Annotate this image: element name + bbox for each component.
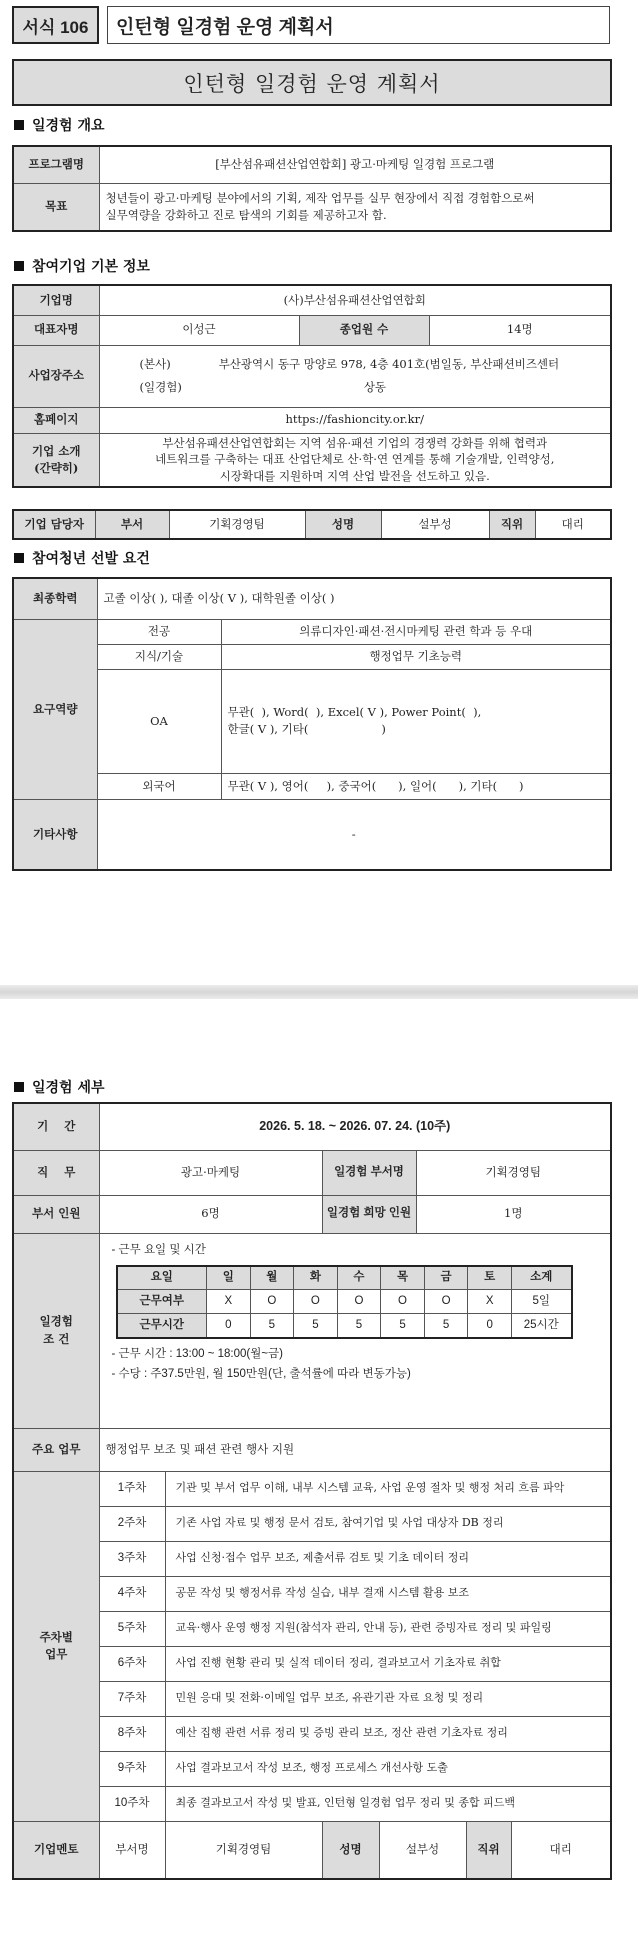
mentor-name-value: 설부성 <box>379 1821 466 1879</box>
week-row <box>13 1541 611 1576</box>
schedule-cell: 5 <box>294 1314 338 1338</box>
period-value: 2026. 5. 18. ~ 2026. 07. 24. (10주) <box>99 1103 611 1150</box>
section-title-details: 일경험 세부 <box>14 1077 105 1097</box>
week-number: 3주차 <box>99 1541 165 1576</box>
week-row <box>13 1611 611 1646</box>
company-manager-table <box>12 509 612 540</box>
manager-dept-label: 부서 <box>95 510 169 539</box>
address-value <box>99 345 611 407</box>
hope-count-value: 1명 <box>416 1195 611 1233</box>
schedule-cell: X <box>468 1290 512 1314</box>
week-task: 사업 신청·접수 업무 보조, 제출서류 검토 및 기초 데이터 정리 <box>165 1541 611 1576</box>
ceo-label: 대표자명 <box>13 315 99 345</box>
goal-value: 청년들이 광고·마케팅 분야에서의 기획, 제작 업무를 실무 현장에서 직접 경험함으로써 실무역량을 강화하고 진로 탐색의 기회를 제공하고자 함. <box>99 183 611 231</box>
week-row <box>13 1786 611 1821</box>
company-name-value: (사)부산섬유패션산업연합회 <box>99 285 611 315</box>
duty-label: 직 무 <box>13 1150 99 1195</box>
schedule-cell: 5일 <box>512 1290 572 1314</box>
hope-count-label: 일경험 희망 인원 <box>322 1195 416 1233</box>
competency-label: 요구역량 <box>13 619 97 800</box>
schedule-cell: O <box>337 1290 381 1314</box>
week-task: 기존 사업 자료 및 행정 문서 검토, 참여기업 및 사업 대상자 DB 정리 <box>165 1506 611 1541</box>
hq-label: (본사) <box>139 356 171 371</box>
mentor-dept-label: 부서명 <box>99 1821 165 1879</box>
manager-position-label: 직위 <box>489 510 535 539</box>
schedule-cell: O <box>381 1290 425 1314</box>
schedule-header-cell: 일 <box>207 1266 251 1290</box>
week-row <box>13 1576 611 1611</box>
schedule-header-cell: 화 <box>294 1266 338 1290</box>
schedule-header-cell: 소계 <box>512 1266 572 1290</box>
manager-name-value: 설부성 <box>381 510 489 539</box>
program-name-value: [부산섬유패션산업연합회] 광고·마케팅 일경험 프로그램 <box>99 146 611 183</box>
week-row <box>13 1716 611 1751</box>
manager-position-value: 대리 <box>535 510 611 539</box>
mentor-dept-value: 기획경영팀 <box>165 1821 322 1879</box>
major-label: 전공 <box>97 619 221 644</box>
week-number: 1주차 <box>99 1471 165 1506</box>
program-name-label: 프로그램명 <box>13 146 99 183</box>
schedule-cell: 25시간 <box>512 1314 572 1338</box>
week-task: 사업 진행 현황 관리 및 실적 데이터 정리, 결과보고서 기초자료 취합 <box>165 1646 611 1681</box>
work-time: - 근무 시간 : 13:00 ~ 18:00(월~금) <box>111 1347 283 1360</box>
section-title-requirements: 참여청년 선발 요건 <box>14 548 150 568</box>
company-table <box>12 284 612 488</box>
form-title: 인턴형 일경험 운영 계획서 <box>116 16 334 38</box>
manager-dept-value: 기획경영팀 <box>169 510 305 539</box>
week-row <box>13 1646 611 1681</box>
week-number: 2주차 <box>99 1506 165 1541</box>
language-label: 외국어 <box>97 774 221 800</box>
overview-table <box>12 145 612 232</box>
company-intro-value: 부산섬유패션산업연합회는 지역 섬유·패션 기업의 경쟁력 강화를 위해 협력과 네트워크를 구축하는 대표 산업단체로 산·학·연 연계를 통해 기술개발, 인력양성, 시장확대를 지원하며 지역 산업 발전을 선도하고 있음. <box>99 433 611 487</box>
section-title-company: 참여기업 기본 정보 <box>14 256 150 276</box>
schedule-header-cell: 토 <box>468 1266 512 1290</box>
schedule-table <box>116 1265 573 1339</box>
weekly-duty-label: 주차별 업무 <box>13 1471 99 1821</box>
requirements-table <box>12 577 612 871</box>
square-bullet-icon <box>14 1082 24 1092</box>
week-number: 5주차 <box>99 1611 165 1646</box>
week-task: 최종 결과보고서 작성 및 발표, 인턴형 일경험 업무 정리 및 종합 피드백 <box>165 1786 611 1821</box>
square-bullet-icon <box>14 553 24 563</box>
mentor-name-label: 성명 <box>322 1821 379 1879</box>
schedule-header-cell: 목 <box>381 1266 425 1290</box>
schedule-header-cell: 월 <box>250 1266 294 1290</box>
site-address: 상동 <box>363 380 387 394</box>
schedule-cell: O <box>294 1290 338 1314</box>
form-number-badge <box>12 6 99 44</box>
schedule-cell: 0 <box>468 1314 512 1338</box>
main-duty-value: 행정업무 보조 및 패션 관련 행사 지원 <box>99 1428 611 1471</box>
oa-label: OA <box>97 669 221 774</box>
week-task: 교육·행사 운영 행정 지원(참석자 관리, 안내 등), 관련 증빙자료 정리 및 파일링 <box>165 1611 611 1646</box>
schedule-cell: 5 <box>381 1314 425 1338</box>
week-number: 8주차 <box>99 1716 165 1751</box>
mentor-label: 기업멘토 <box>13 1821 99 1879</box>
week-row <box>13 1506 611 1541</box>
schedule-header-cell: 금 <box>424 1266 468 1290</box>
etc-label: 기타사항 <box>13 800 97 870</box>
week-number: 10주차 <box>99 1786 165 1821</box>
dept-staff-label: 부서 인원 <box>13 1195 99 1233</box>
manager-name-label: 성명 <box>305 510 381 539</box>
week-task: 예산 집행 관련 서류 정리 및 증빙 관리 보조, 정산 관련 기초자료 정리 <box>165 1716 611 1751</box>
square-bullet-icon <box>14 261 24 271</box>
ceo-value: 이성근 <box>99 315 299 345</box>
hq-address: 부산광역시 동구 망양로 978, 4층 401호(범일동, 부산패션비즈센터 <box>218 356 560 371</box>
week-number: 7주차 <box>99 1681 165 1716</box>
week-task: 공문 작성 및 행정서류 작성 실습, 내부 결재 시스템 활용 보조 <box>165 1576 611 1611</box>
staff-count-label: 종업원 수 <box>299 315 429 345</box>
schedule-cell: 5 <box>424 1314 468 1338</box>
staff-count-value: 14명 <box>429 315 611 345</box>
dept-staff-value: 6명 <box>99 1195 322 1233</box>
details-table <box>12 1102 612 1880</box>
language-value: 무관( V ), 영어( ), 중국어( ), 일어( ), 기타( ) <box>221 774 611 800</box>
education-label: 최종학력 <box>13 578 97 619</box>
work-dept-value: 기획경영팀 <box>416 1150 611 1195</box>
document-title: 인턴형 일경험 운영 계획서 <box>183 71 441 96</box>
main-duty-label: 주요 업무 <box>13 1428 99 1471</box>
duty-value: 광고·마케팅 <box>99 1150 322 1195</box>
schedule-header-label: 요일 <box>117 1266 207 1290</box>
mentor-position-value: 대리 <box>511 1821 611 1879</box>
homepage-label: 홈페이지 <box>13 407 99 433</box>
skill-value: 행정업무 기초능력 <box>221 644 611 669</box>
allowance: - 수당 : 주37.5만원, 월 150만원(단, 출석률에 따라 변동가능) <box>111 1368 411 1380</box>
form-title-box <box>107 6 610 44</box>
period-label: 기 간 <box>13 1103 99 1150</box>
week-number: 6주차 <box>99 1646 165 1681</box>
page-separator <box>0 985 638 999</box>
week-number: 9주차 <box>99 1751 165 1786</box>
major-value: 의류디자인·패션·전시마케팅 관련 학과 등 우대 <box>221 619 611 644</box>
goal-label: 목표 <box>13 183 99 231</box>
company-intro-label: 기업 소개 (간략히) <box>13 433 99 487</box>
education-value: 고졸 이상( ), 대졸 이상( V ), 대학원졸 이상( ) <box>97 578 611 619</box>
etc-value: - <box>97 800 611 870</box>
week-number: 4주차 <box>99 1576 165 1611</box>
week-task: 사업 결과보고서 작성 보조, 행정 프로세스 개선사항 도출 <box>165 1751 611 1786</box>
week-task: 기관 및 부서 업무 이해, 내부 시스템 교육, 사업 운영 절차 및 행정 처리 흐름 파악 <box>165 1471 611 1506</box>
address-label: 사업장주소 <box>13 345 99 407</box>
document-title-box <box>12 59 612 106</box>
company-name-label: 기업명 <box>13 285 99 315</box>
section-title-overview: 일경험 개요 <box>14 115 105 135</box>
homepage-link[interactable]: https://fashioncity.or.kr/ <box>99 407 611 433</box>
work-condition-value <box>99 1233 611 1428</box>
schedule-header-cell: 수 <box>337 1266 381 1290</box>
work-dept-label: 일경험 부서명 <box>322 1150 416 1195</box>
schedule-cell: O <box>250 1290 294 1314</box>
work-condition-label: 일경험 조 건 <box>13 1233 99 1428</box>
schedule-row-label: 근무시간 <box>117 1314 207 1338</box>
schedule-cell: O <box>424 1290 468 1314</box>
mentor-position-label: 직위 <box>466 1821 511 1879</box>
oa-value: 무관( ), Word( ), Excel( V ), Power Point( ), 한글( V ), 기타( ) <box>221 669 611 774</box>
schedule-cell: 5 <box>250 1314 294 1338</box>
form-number: 서식 106 <box>22 17 89 37</box>
skill-label: 지식/기술 <box>97 644 221 669</box>
site-label: (일경험) <box>139 380 182 394</box>
schedule-cell: 5 <box>337 1314 381 1338</box>
schedule-row-label: 근무여부 <box>117 1290 207 1314</box>
work-days-title: - 근무 요일 및 시간 <box>111 1243 206 1256</box>
square-bullet-icon <box>14 120 24 130</box>
week-row <box>13 1751 611 1786</box>
manager-label: 기업 담당자 <box>13 510 95 539</box>
week-row <box>13 1681 611 1716</box>
schedule-cell: X <box>207 1290 251 1314</box>
schedule-cell: 0 <box>207 1314 251 1338</box>
week-task: 민원 응대 및 전화·이메일 업무 보조, 유관기관 자료 요청 및 정리 <box>165 1681 611 1716</box>
week-row <box>13 1471 611 1506</box>
